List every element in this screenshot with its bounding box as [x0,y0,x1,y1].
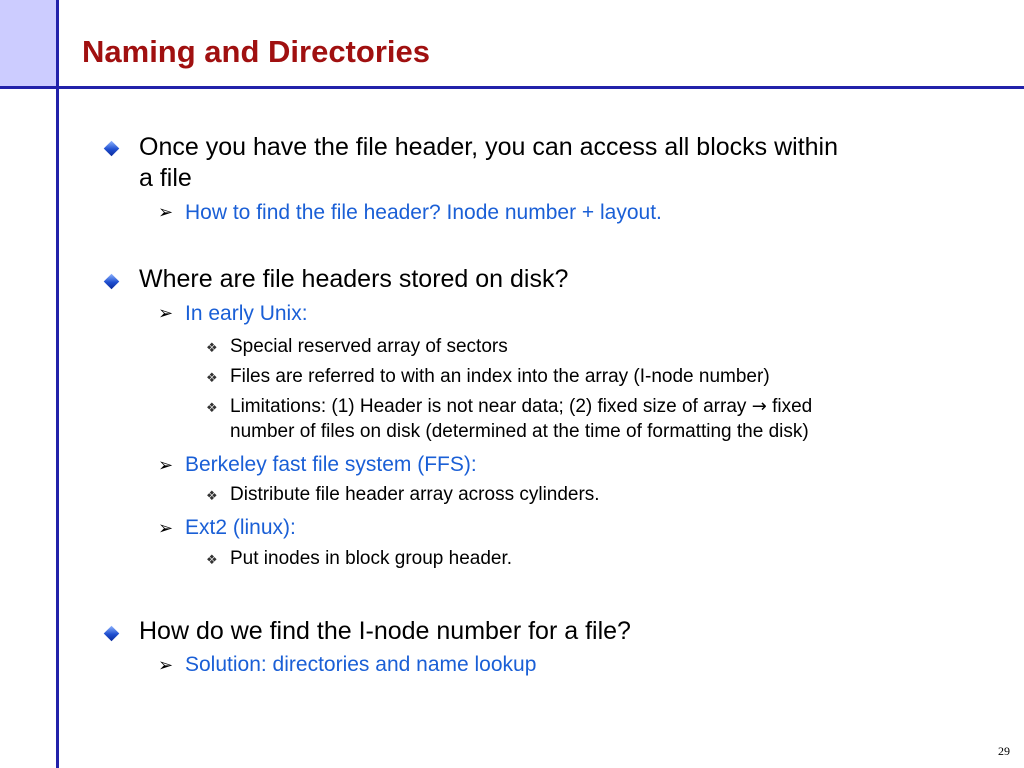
bullet-text: How do we find the I-node number for a file? [139,617,631,645]
fleur-bullet-icon: ❖ [206,488,218,503]
arrowhead-bullet-icon: ➢ [158,518,174,538]
sub-sub-bullet-text: Put inodes in block group header. [230,548,513,569]
sub-bullet-text: Berkeley fast file system (FFS): [185,453,477,476]
arrowhead-bullet-icon: ➢ [158,455,174,475]
fleur-bullet-icon: ❖ [206,400,218,415]
limitations-text: Limitations: (1) Header is not near data; (2) fixed size of array [230,396,747,417]
diamond-bullet-icon [104,141,120,157]
sub-sub-bullet-text: Special reserved array of sectors [230,336,508,357]
page-number: 29 [998,744,1010,758]
sub-bullet-text: Ext2 (linux): [185,516,296,539]
right-arrow-icon: → [751,396,767,417]
bullet-text: Where are file headers stored on disk? [139,265,569,293]
sub-sub-bullet-continuation: number of files on disk (determined at the time of formatting the disk) [230,421,809,442]
sub-sub-bullet-text: Files are referred to with an index into the array (I-node number) [230,366,770,387]
arrowhead-bullet-icon: ➢ [158,303,174,323]
diamond-bullet-icon [104,626,120,642]
bullet-text: Once you have the file header, you can access all blocks within [139,133,839,161]
diamond-bullet-icon [104,274,120,290]
arrowhead-bullet-icon: ➢ [158,202,174,222]
sub-bullet-text: In early Unix: [185,302,308,325]
limitations-text-tail: fixed [772,396,813,417]
arrowhead-bullet-icon: ➢ [158,655,174,675]
fleur-bullet-icon: ❖ [206,340,218,355]
sub-sub-bullet-text [230,396,812,418]
sub-sub-bullet-text: Distribute file header array across cylinders. [230,484,600,505]
bullet-text-continuation: a file [139,164,192,192]
fleur-bullet-icon: ❖ [206,552,218,567]
sub-bullet-text: Solution: directories and name lookup [185,653,537,676]
fleur-bullet-icon: ❖ [206,370,218,385]
slide-title: Naming and Directories [82,34,430,69]
sub-bullet-text: How to find the file header? Inode number + layout. [185,201,662,224]
